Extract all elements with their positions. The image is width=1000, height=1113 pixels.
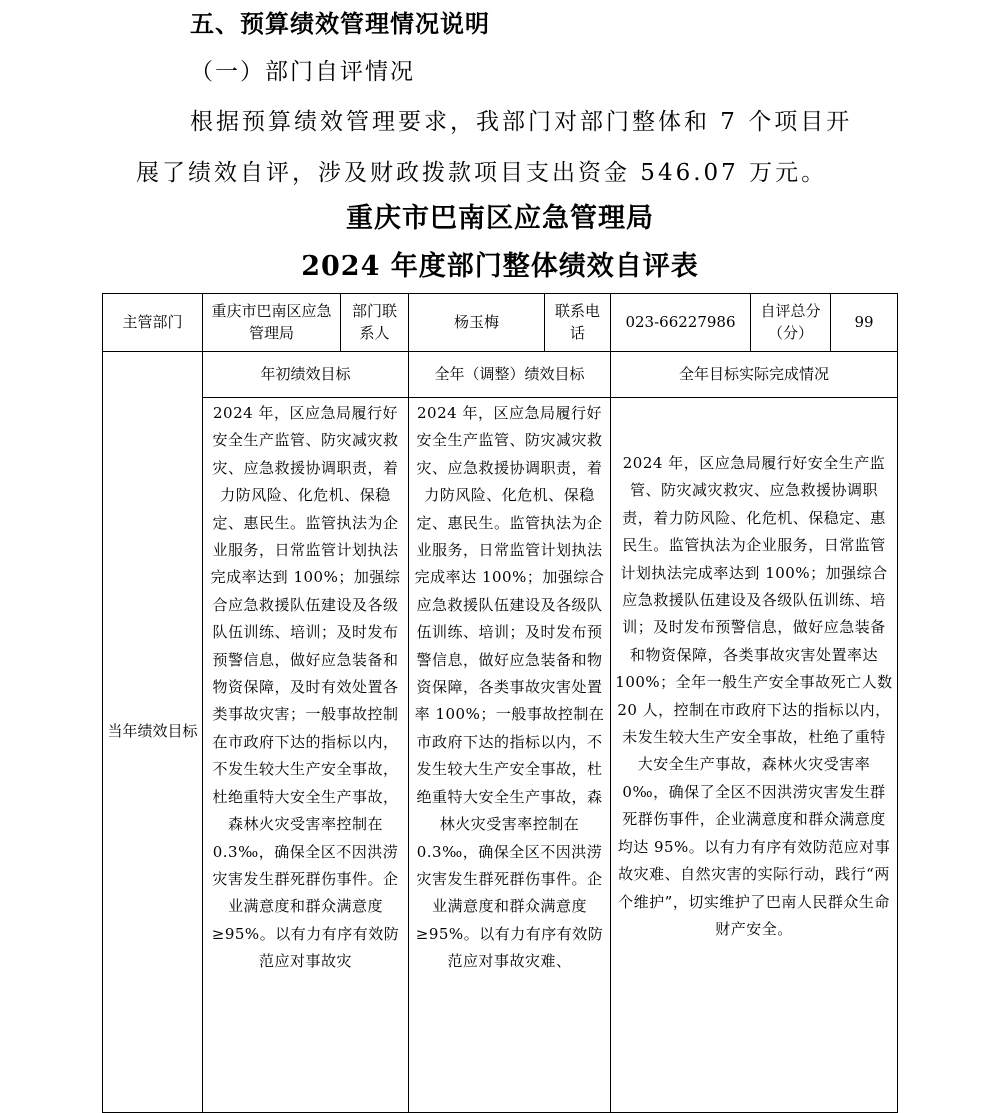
side-label: 当年绩效目标 (103, 352, 203, 1113)
col-header-adjusted: 全年（调整）绩效目标 (409, 352, 611, 398)
dept-value: 重庆市巴南区应急管理局 (203, 294, 341, 352)
performance-evaluation-table (102, 293, 898, 1113)
phone-label: 联系电话 (545, 294, 611, 352)
contact-value: 杨玉梅 (409, 294, 545, 352)
actual-completion-text: 2024 年，区应急局履行好安全生产监管、防灾减灾救灾、应急救援协调职责，着力防风险、化危机、保稳定、惠民生。监管执法为企业服务，日常监管计划执法完成率达到 100%；加强综合应急救援队伍建设及各级队伍训练、培训；及时发布预警信息，做好应急装备和物资保障，各类事故灾害处置率达 100%；全年一般生产安全事故死亡人数 20 人，控制在市政府下达的指标以内，未发生较大生产安全事故，杜绝了重特大安全生产事故，森林火灾受害率 0‰，确保了全区不因洪涝灾害发生群死群伤事件，企业满意度和群众满意度均达 95%。以有力有序有效防范应对事故灾难、自然灾害的实际行动，践行“两个维护”，切实维护了巴南人民群众生命财产安全。 (611, 398, 898, 1113)
table-row (103, 352, 898, 398)
phone-value: 023-66227986 (611, 294, 751, 352)
table-row (103, 398, 898, 1113)
score-value: 99 (831, 294, 898, 352)
col-header-actual: 全年目标实际完成情况 (611, 352, 898, 398)
adjusted-goal-text: 2024 年，区应急局履行好安全生产监管、防灾减灾救灾、应急救援协调职责，着力防风险、化危机、保稳定、惠民生。监管执法为企业服务，日常监管计划执法完成率达 100%；加强综合应急救援队伍建设及各级队伍训练、培训；及时发布预警信息，做好应急装备和物资保障，各类事故灾害处置率 100%；一般事故控制在市政府下达的指标以内，不发生较大生产安全事故，杜绝重特大安全生产事故，森林火灾受害率控制在 0.3‰，确保全区不因洪涝灾害发生群死群伤事件。企业满意度和群众满意度≥95%。以有力有序有效防范应对事故灾难、 (409, 398, 611, 1113)
initial-goal-text: 2024 年，区应急局履行好安全生产监管、防灾减灾救灾、应急救援协调职责，着力防风险、化危机、保稳定、惠民生。监管执法为企业服务，日常监管计划执法完成率达到 100%；加强综合应急救援队伍建设及各级队伍训练、培训；及时发布预警信息，做好应急装备和物资保障，及时有效处置各类事故灾害；一般事故控制在市政府下达的指标以内，不发生较大生产安全事故，杜绝重特大安全生产事故，森林火灾受害率控制在 0.3‰，确保全区不因洪涝灾害发生群死群伤事件。企业满意度和群众满意度≥95%。以有力有序有效防范应对事故灾 (203, 398, 409, 1113)
dept-label: 主管部门 (103, 294, 203, 352)
table-title-line-1: 重庆市巴南区应急管理局 (346, 203, 654, 234)
paragraph-line-2: 展了绩效自评，涉及财政拨款项目支出资金 546.07 万元。 (136, 160, 828, 186)
score-label: 自评总分（分） (751, 294, 831, 352)
section-subheading: （一）部门自评情况 (190, 59, 415, 85)
paragraph-line-1: 根据预算绩效管理要求，我部门对部门整体和 7 个项目开 (190, 109, 853, 135)
table-row (103, 294, 898, 352)
section-heading: 五、预算绩效管理情况说明 (190, 10, 490, 38)
col-header-initial: 年初绩效目标 (203, 352, 409, 398)
contact-label: 部门联系人 (341, 294, 409, 352)
table-title-line-2: 2024 年度部门整体绩效自评表 (301, 251, 699, 282)
